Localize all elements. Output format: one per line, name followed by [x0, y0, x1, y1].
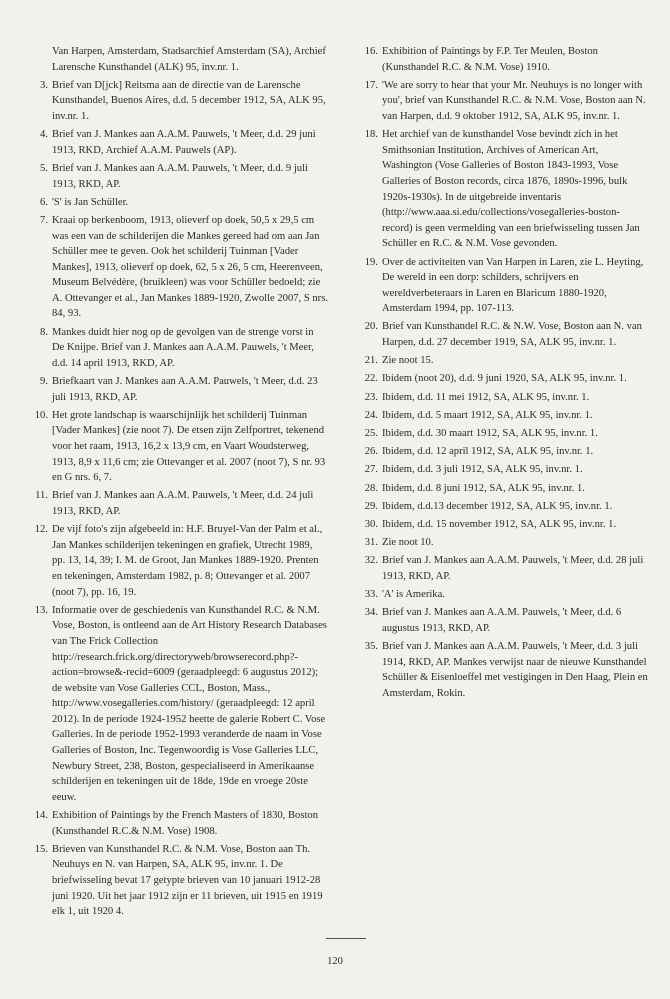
footnote-item — [28, 161, 328, 192]
footnote-item — [358, 78, 650, 125]
footnote-number: 21 . — [358, 353, 378, 369]
page-number: 120 — [327, 956, 343, 967]
footnote-item — [358, 353, 650, 369]
footnote-item — [28, 78, 328, 125]
footnote-text: Mankes duidt hier nog op de gevolgen van de strenge vorst in De Knijpe. Brief van J. Mankes aan A.A.M. Pauwels, 't Meer, d.d. 14 april 1913, RKD, AP. — [52, 326, 314, 369]
footnote-number: 19 . — [358, 255, 378, 271]
footnote-item — [358, 462, 650, 478]
footnote-text: Ibidem, d.d. 12 april 1912, SA, ALK 95, inv.nr. 1. — [382, 446, 594, 458]
footnote-item — [358, 517, 650, 533]
footnote-number: 32 . — [358, 553, 378, 569]
footnote-item — [358, 127, 650, 252]
footnote-number: 31 . — [358, 535, 378, 551]
footnote-number: 15 . — [28, 842, 48, 858]
footnote-item — [358, 499, 650, 515]
footnote-number: 25 . — [358, 426, 378, 442]
footnote-text: Exhibition of Paintings by the French Masters of 1830, Boston (Kunsthandel R.C.& N.M. Vose) 1908. — [52, 810, 319, 837]
footnote-number: 9 . — [28, 374, 48, 390]
right-footnote-list — [358, 44, 650, 701]
footnote-text: Exhibition of Paintings by F.P. Ter Meulen, Boston (Kunsthandel R.C. & N.M. Vose) 1910. — [382, 46, 598, 73]
footnote-number: 6 . — [28, 195, 48, 211]
footnote-text: Brief van J. Mankes aan A.A.M. Pauwels, 't Meer, d.d. 29 juni 1913, RKD, Archief A.A.M. Pauwels (AP). — [52, 129, 316, 156]
footnote-item — [358, 255, 650, 317]
left-footnote-list — [28, 78, 328, 920]
footnote-item — [28, 127, 328, 158]
footnote-number: 24 . — [358, 408, 378, 424]
footnote-text: Ibidem, d.d. 15 november 1912, SA, ALK 95, inv.nr. 1. — [382, 518, 617, 530]
footnote-item — [28, 808, 328, 839]
footnote-number: 23 . — [358, 390, 378, 406]
footnote-text: Over de activiteiten van Van Harpen in Laren, zie L. Heyting, De wereld in een dorp: schilders, schrijvers en wereldverbeteraars in Laren en Blaricum 1880-1920, Amsterdam 1994, pp. 107-113. — [382, 256, 644, 315]
footnote-number: 33 . — [358, 587, 378, 603]
footnote-number: 8 . — [28, 325, 48, 341]
footnote-item — [358, 44, 650, 75]
footnote-item — [358, 481, 650, 497]
footnote-number: 18 . — [358, 127, 378, 143]
footnote-number: 30 . — [358, 517, 378, 533]
footnote-item — [358, 639, 650, 701]
footnote-item — [358, 408, 650, 424]
footnote-item — [28, 603, 328, 806]
footnote-number: 5 . — [28, 161, 48, 177]
footnote-number: 17 . — [358, 78, 378, 94]
footnote-text: Ibidem, d.d. 11 mei 1912, SA, ALK 95, inv.nr. 1. — [382, 391, 590, 403]
footnote-item — [358, 390, 650, 406]
footnote-number: 10 . — [28, 408, 48, 424]
footnote-text: Informatie over de geschiedenis van Kunsthandel R.C. & N.M. Vose, Boston, is ontleend aan de Art History Research Databases van The Frick Collection http://research.frick.org/directoryweb/browserecord.php?-action=browse&-recid=6009 (geraadpleegd: 6 augustus 2012); de website van Vose Galleries CCL, Boston, Mass., http://www.vosegalleries.com/history/ (geraadpleegd: 12 april 2012). In de periode 1924-1952 heette de galerie Robert C. Vose Galleries. In de periode 1952-1993 veranderde de naam in Vose Galleries of Boston, Inc. Tegenwoordig is Vose Galleries LLC, Newbury Street, 238, Boston, gespecialiseerd in Amerikaanse schilderijen en tekeningen uit de 18de, 19de en vroege 20ste eeuw. — [52, 604, 327, 803]
footnote-number: 22 . — [358, 371, 378, 387]
footnote-item — [358, 605, 650, 636]
footnote-text: Kraai op berkenboom, 1913, olieverf op doek, 50,5 x 29,5 cm was een van de schilderijen die Mankes gereed had om aan Jan Schüller mee te geven. Ook het schilderij Tuinman [Vader Mankes], 1913, olieverf op doek, 62, 5 x 26, 5 cm, Heerenveen, Museum Belvédère, (bruikleen) was voor Schüller bedoeld; zie A. Ottevanger et al., Jan Mankes 1889-1920, Zwolle 2007, S nrs. 84, 93. — [52, 214, 328, 320]
footnote-text: 'S' is Jan Schüller. — [52, 196, 129, 208]
footnote-number: 7 . — [28, 213, 48, 229]
footnote-number: 11 . — [28, 488, 48, 504]
footnote-text: 'We are sorry to hear that your Mr. Neuhuys is no longer with you', brief van Kunsthandel R.C. & N.M. Vose, Boston aan N. van Harpen, d.d. 9 oktober 1912, SA, ALK 95, inv.nr. 1. — [382, 79, 646, 122]
footnote-number: 34 . — [358, 605, 378, 621]
footnote-text: Brief van D[jck] Reitsma aan de directie van de Larensche Kunsthandel, Buenos Aires, d.d. 5 december 1912, SA, ALK 95, inv.nr. 1. — [52, 79, 326, 122]
footnote-item — [28, 213, 328, 322]
footnote-number: 35 . — [358, 639, 378, 655]
footnote-text: Zie noot 15. — [382, 355, 434, 367]
footnote-text: Brief van J. Mankes aan A.A.M. Pauwels, 't Meer, d.d. 28 juli 1913, RKD, AP. — [382, 555, 644, 582]
footnote-item — [358, 319, 650, 350]
footnote-item — [358, 535, 650, 551]
footnote-text: Ibidem, d.d. 3 juli 1912, SA, ALK 95, inv.nr. 1. — [382, 464, 583, 476]
footnote-text: Het archief van de kunsthandel Vose bevindt zich in het Smithsonian Institution, Archives of American Art, Washington (Vose Galleries of Boston 1843-1993, Vose Galleries of Boston records, circa 1876, 1890s-1996, bulk 1920s-1930s). In de uitgebreide inventaris (http://www.aaa.si.edu/collections/vosegalleries-boston-record) is geen vermelding van een briefwisseling tussen Jan Schüller en R.C. & N.M. Vose gevonden. — [382, 129, 640, 250]
footnote-text: Brief van Kunsthandel R.C. & N.W. Vose, Boston aan N. van Harpen, d.d. 27 december 1919, SA, ALK 95, inv.nr. 1. — [382, 321, 642, 349]
footnote-number: 28 . — [358, 481, 378, 497]
footnote-item — [358, 426, 650, 442]
footer-divider — [326, 938, 366, 939]
footnote-text: Brief van J. Mankes aan A.A.M. Pauwels, 't Meer, d.d. 6 augustus 1913, RKD, AP. — [382, 607, 622, 634]
footnote-text: Ibidem, d.d.13 december 1912, SA, ALK 95, inv.nr. 1. — [382, 500, 613, 512]
footnote-text: Zie noot 10. — [382, 537, 434, 549]
footnote-text: Ibidem (noot 20), d.d. 9 juni 1920, SA, ALK 95, inv.nr. 1. — [382, 373, 627, 385]
footnote-text: 'A' is Amerika. — [382, 589, 445, 601]
footnote-text: Het grote landschap is waarschijnlijk het schilderij Tuinman [Vader Mankes] (zie noot 7). De etsen zijn Zelfportret, tekenend voor het raam, 1913, 16,2 x 13,9 cm, en Vaart Woudsterweg, 1913, 8,9 x 11,6 cm; zie Ottevanger et al. 2007 (noot 7), S nr. 93 en G nrs. 6, 7. — [52, 409, 326, 484]
footnote-number: 26 . — [358, 444, 378, 460]
footnote-number: 14 . — [28, 808, 48, 824]
footnote-text: Ibidem, d.d. 8 juni 1912, SA, ALK 95, inv.nr. 1. — [382, 482, 585, 494]
footnote-item — [358, 587, 650, 603]
footnote-text: Brief van J. Mankes aan A.A.M. Pauwels, 't Meer, d.d. 24 juli 1913, RKD, AP. — [52, 490, 314, 517]
right-column — [358, 44, 650, 704]
footnote-item — [28, 488, 328, 519]
footnote-text: Brief van J. Mankes aan A.A.M. Pauwels, 't Meer, d.d. 9 juli 1913, RKD, AP. — [52, 162, 308, 190]
footnote-number: 20 . — [358, 319, 378, 335]
footnote-text: Brief van J. Mankes aan A.A.M. Pauwels, 't Meer, d.d. 3 juli 1914, RKD, AP. Mankes verwijst naar de nieuwe Kunsthandel Schüller & Eisenloeffel met vestigingen in Den Haag, Plein en Amsterdam, Rokin. — [382, 641, 648, 699]
footnote-item — [28, 522, 328, 600]
footnote-number: 3 . — [28, 78, 48, 94]
footnote-item — [28, 195, 328, 211]
footnote-item — [28, 374, 328, 405]
footnote-number: 27 . — [358, 462, 378, 478]
left-column — [28, 44, 328, 922]
footnote-number: 29 . — [358, 499, 378, 515]
footnote-continuation — [28, 44, 328, 75]
footnote-number: 12 . — [28, 522, 48, 538]
footnote-number: 13 . — [28, 603, 48, 619]
footnote-item — [28, 408, 328, 486]
footnote-number: 16 . — [358, 44, 378, 60]
footnote-number: 4 . — [28, 127, 48, 143]
footnote-item — [358, 444, 650, 460]
footnote-item — [28, 842, 328, 920]
footnote-item — [358, 371, 650, 387]
footnote-text: Ibidem, d.d. 5 maart 1912, SA, ALK 95, inv.nr. 1. — [382, 409, 593, 421]
footnote-text: Brieven van Kunsthandel R.C. & N.M. Vose, Boston aan Th. Neuhuys en N. van Harpen, SA, ALK 95, inv.nr. 1. De briefwisseling bevat 17 getypte brieven van 10 januari 1912-28 juni 1920. Uit het jaar 1912 zijn er 11 brieven, uit 1915 en 1919 elk 1, uit 1920 4. — [52, 843, 323, 918]
footnote-text: Van Harpen, Amsterdam, Stadsarchief Amsterdam (SA), Archief Larensche Kunsthandel (ALK) 95, inv.nr. 1. — [52, 46, 326, 73]
footnote-text: Ibidem, d.d. 30 maart 1912, SA, ALK 95, inv.nr. 1. — [382, 428, 598, 439]
footnote-item — [28, 325, 328, 372]
footnote-item — [358, 553, 650, 584]
footnote-text: Briefkaart van J. Mankes aan A.A.M. Pauwels, 't Meer, d.d. 23 juli 1913, RKD, AP. — [52, 376, 318, 403]
footnote-text: De vijf foto's zijn afgebeeld in: H.F. Bruyel-Van der Palm et al., Jan Mankes schilderijen tekeningen en grafiek, Utrecht 1989, pp. 13, 14, 39; I. M. de Groot, Jan Mankes 1889-1920. Prenten en tekeningen, Amsterdam 1982, p. 8; Ottevanger et al. 2007 (noot 7), pp. 16, 19. — [52, 524, 323, 598]
